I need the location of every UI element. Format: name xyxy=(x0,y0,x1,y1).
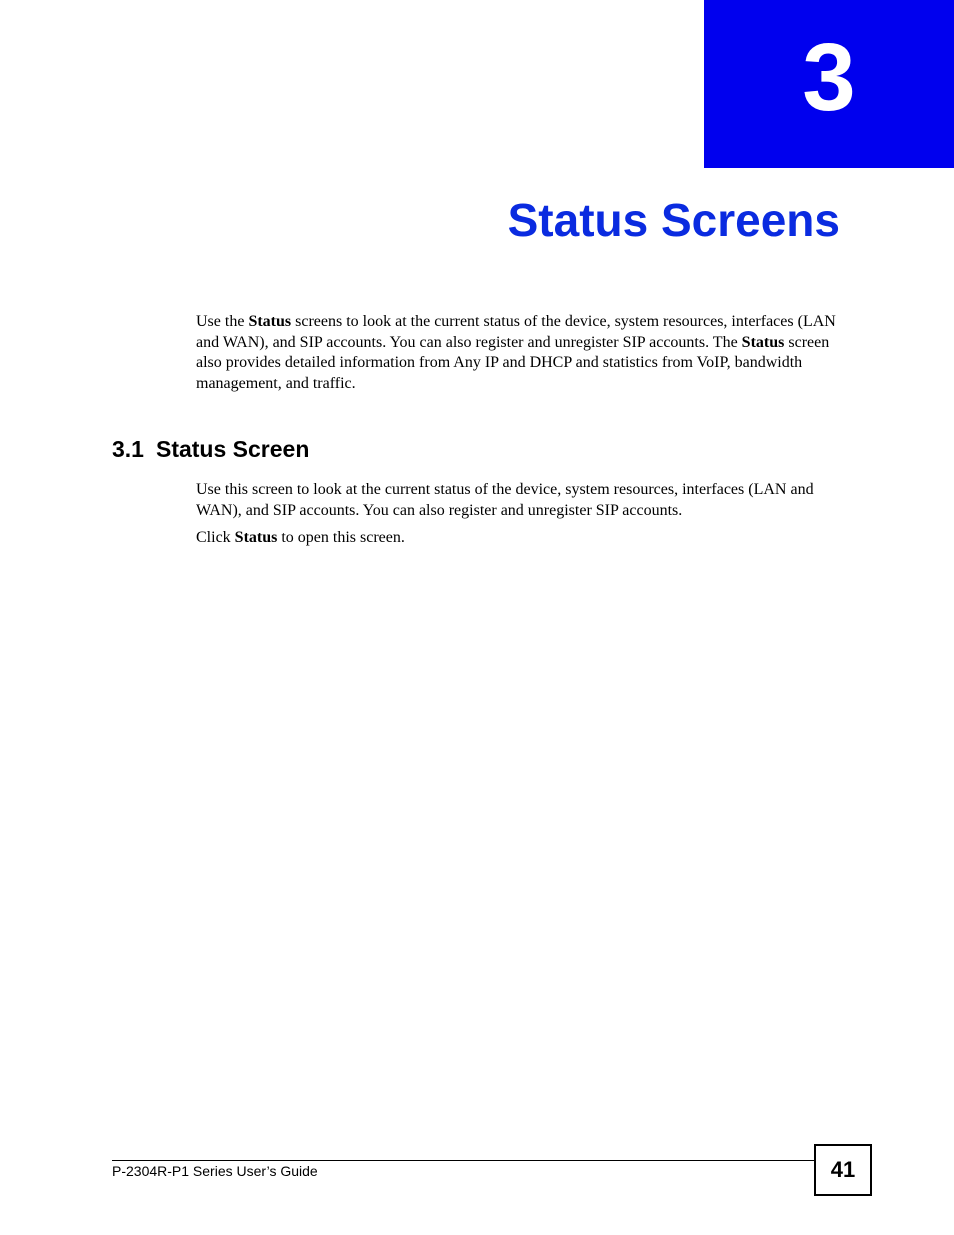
page-number-box xyxy=(814,1144,872,1196)
section-paragraph: Use this screen to look at the current status of the device, system resources, interfaces (LAN and WAN), and SIP accounts. You can also register and unregister SIP accounts. xyxy=(196,481,814,519)
page-number: 41 xyxy=(830,1157,856,1182)
instruction-paragraph: Click Status to open this screen. xyxy=(196,529,405,546)
footer-rule xyxy=(112,1160,814,1161)
status-term: Status xyxy=(234,529,278,546)
chapter-title: Status Screens xyxy=(507,194,840,246)
chapter-number: 3 xyxy=(802,24,856,131)
intro-paragraph: Use the Status screens to look at the current status of the device, system resources, interfaces (LAN and WAN), and SIP accounts. You can also register and unregister SIP accounts. The Status screen also provides detailed information from Any IP and DHCP and statistics from VoIP, bandwidth management, and traffic. xyxy=(196,313,836,392)
section-number: 3.1 xyxy=(112,436,144,462)
chapter-number-box xyxy=(704,0,954,168)
section-title: Status Screen xyxy=(155,436,310,462)
status-term: Status xyxy=(248,313,292,330)
footer-guide-title: P-2304R-P1 Series User’s Guide xyxy=(112,1163,318,1179)
section-heading xyxy=(112,433,309,465)
status-term: Status xyxy=(741,333,785,351)
